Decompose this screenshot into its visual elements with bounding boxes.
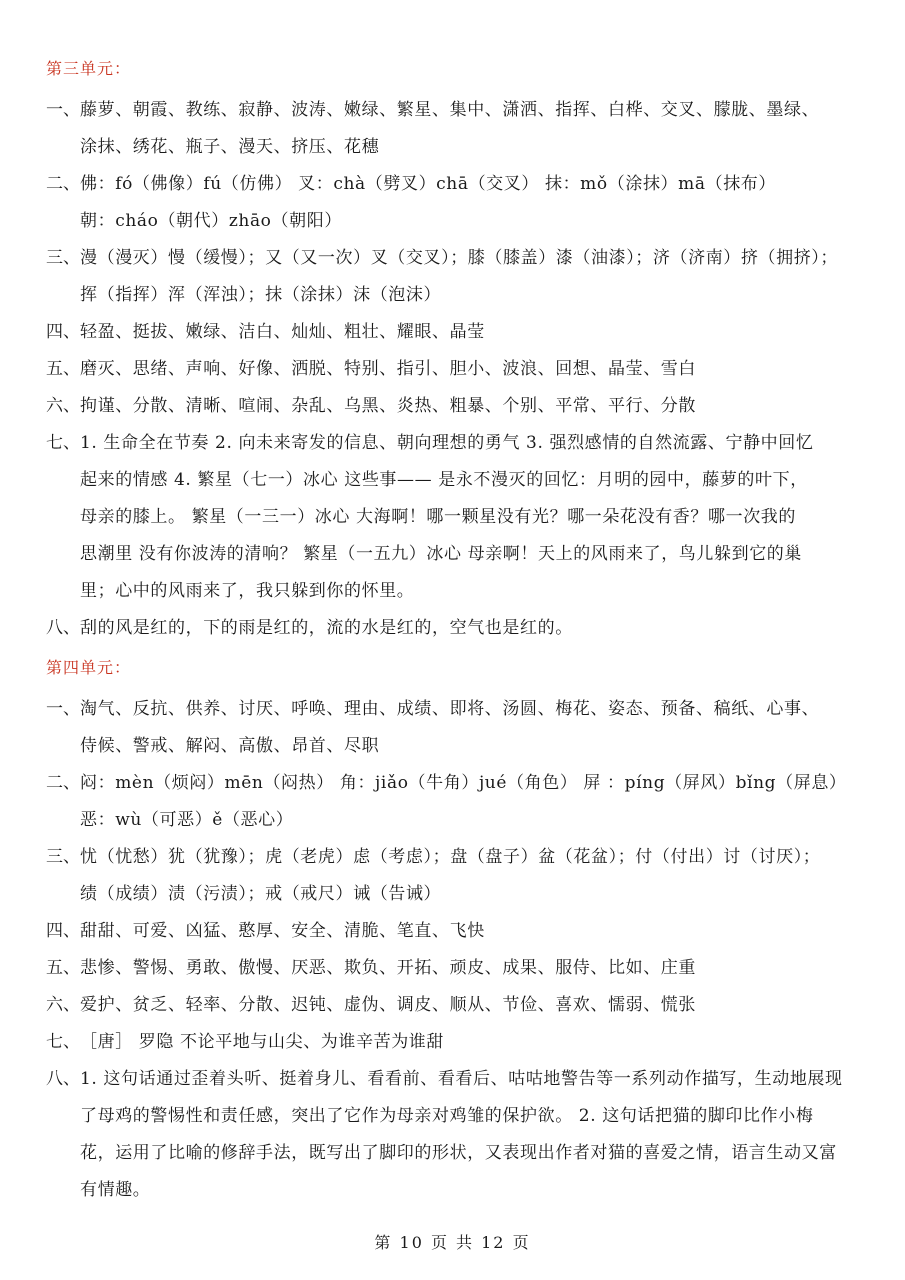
item-number: 七、 (46, 433, 80, 453)
item-text-line: 恶：wù（可恶）ě（恶心） (80, 810, 294, 830)
item-text-line: 淘气、反抗、供养、讨厌、呼唤、理由、成绩、即将、汤圆、梅花、姿态、预备、稿纸、心事、 (80, 699, 820, 719)
item-text-line: 磨灭、思绪、声响、好像、洒脱、特别、指引、胆小、波浪、回想、晶莹、雪白 (80, 359, 696, 379)
item-text-line: 起来的情感 4. 繁星（七一）冰心 这些事—— 是永不漫灭的回忆：月明的园中，藤萝的叶下， (80, 470, 808, 490)
item-content (80, 610, 865, 647)
item-content (80, 314, 865, 351)
item-number: 七、 (46, 1032, 80, 1052)
answer-item (46, 240, 865, 314)
item-text-line: 思潮里 没有你波涛的清响？ 繁星（一五九）冰心 母亲啊！天上的风雨来了，鸟儿躲到它的巢 (80, 544, 803, 564)
answer-item (46, 425, 865, 610)
item-number: 三、 (46, 847, 80, 867)
item-text-line: 1. 生命全在节奏 2. 向未来寄发的信息、朝向理想的勇气 3. 强烈感情的自然流露、宁静中回忆 (80, 433, 814, 453)
item-content (80, 1024, 865, 1061)
item-number: 五、 (46, 958, 80, 978)
answer-item (46, 1024, 865, 1061)
item-text-line: 悲惨、警惕、勇敢、傲慢、厌恶、欺负、开拓、顽皮、成果、服侍、比如、庄重 (80, 958, 696, 978)
answer-item (46, 913, 865, 950)
unit3-heading: 第三单元： (46, 59, 132, 78)
item-text-line: 爱护、贫乏、轻率、分散、迟钝、虚伪、调皮、顺从、节俭、喜欢、懦弱、慌张 (80, 995, 696, 1015)
item-text-line: 挥（指挥）浑（浑浊）；抹（涂抹）沫（泡沫） (80, 285, 442, 305)
answer-item (46, 610, 865, 647)
item-text-line: ［唐］ 罗隐 不论平地与山尖、为谁辛苦为谁甜 (80, 1032, 445, 1052)
item-text-line: 1. 这句话通过歪着头听、挺着身儿、看看前、看看后、咕咕地警告等一系列动作描写，生动地展现 (80, 1069, 843, 1089)
page-number-footer: 第 10 页 共 12 页 (374, 1233, 531, 1252)
item-text-line: 里；心中的风雨来了，我只躲到你的怀里。 (80, 581, 415, 601)
item-content (80, 351, 865, 388)
answer-item (46, 1061, 865, 1209)
item-text-line: 朝：cháo（朝代）zhāo（朝阳） (80, 211, 342, 231)
item-number: 四、 (46, 322, 80, 342)
unit4-heading: 第四单元： (46, 658, 132, 677)
item-text-line: 刮的风是红的，下的雨是红的，流的水是红的，空气也是红的。 (80, 618, 573, 638)
item-number: 八、 (46, 618, 80, 638)
item-content (80, 913, 865, 950)
item-content (80, 425, 865, 610)
item-content (80, 950, 865, 987)
item-text-line: 轻盈、挺拔、嫩绿、洁白、灿灿、粗壮、耀眼、晶莹 (80, 322, 485, 342)
answer-item (46, 314, 865, 351)
item-content (80, 92, 865, 166)
item-number: 六、 (46, 995, 80, 1015)
item-number: 二、 (46, 174, 80, 194)
answer-item (46, 351, 865, 388)
answer-item (46, 765, 865, 839)
answer-item (46, 166, 865, 240)
item-text-line: 了母鸡的警惕性和责任感，突出了它作为母亲对鸡雏的保护欲。 2. 这句话把猫的脚印比作小梅 (80, 1106, 814, 1126)
item-number: 二、 (46, 773, 80, 793)
item-text-line: 甜甜、可爱、凶猛、憨厚、安全、清脆、笔直、飞快 (80, 921, 485, 941)
item-text-line: 母亲的膝上。 繁星（一三一）冰心 大海啊！哪一颗星没有光？哪一朵花没有香？哪一次我的 (80, 507, 797, 527)
item-content (80, 765, 865, 839)
item-text-line: 拘谨、分散、清晰、喧闹、杂乱、乌黑、炎热、粗暴、个别、平常、平行、分散 (80, 396, 696, 416)
item-text-line: 涂抹、绣花、瓶子、漫天、挤压、花穗 (80, 137, 380, 157)
item-number: 五、 (46, 359, 80, 379)
item-content (80, 987, 865, 1024)
item-content (80, 691, 865, 765)
item-content (80, 240, 865, 314)
item-number: 一、 (46, 699, 80, 719)
answer-item (46, 839, 865, 913)
item-number: 一、 (46, 100, 80, 120)
item-text-line: 花，运用了比喻的修辞手法，既写出了脚印的形状，又表现出作者对猫的喜爱之情，语言生动又富 (80, 1143, 837, 1163)
item-text-line: 闷：mèn（烦闷）mēn（闷热） 角：jiǎo（牛角）jué（角色） 屏 ：píng（屏风）bǐng（屏息） (80, 773, 847, 793)
item-content (80, 388, 865, 425)
item-text-line: 侍候、警戒、解闷、高傲、昂首、尽职 (80, 736, 380, 756)
item-text-line: 漫（漫灭）慢（缓慢）；又（又一次）叉（交叉）；膝（膝盖）漆（油漆）；济（济南）挤（拥挤）； (80, 248, 838, 268)
unit4-answer-list (46, 691, 865, 1209)
item-content (80, 839, 865, 913)
item-text-line: 佛：fó（佛像）fú（仿佛） 叉：chà（劈叉）chā（交叉） 抹：mǒ（涂抹）mā（抹布） (80, 174, 776, 194)
item-content (80, 166, 865, 240)
item-text-line: 藤萝、朝霞、教练、寂静、波涛、嫩绿、繁星、集中、潇洒、指挥、白桦、交叉、朦胧、墨绿、 (80, 100, 820, 120)
item-number: 三、 (46, 248, 80, 268)
item-content (80, 1061, 865, 1209)
answer-item (46, 987, 865, 1024)
item-text-line: 绩（成绩）渍（污渍）；戒（戒尺）诫（告诫） (80, 884, 442, 904)
item-number: 四、 (46, 921, 80, 941)
item-number: 六、 (46, 396, 80, 416)
answer-item (46, 691, 865, 765)
answer-item (46, 950, 865, 987)
answer-item (46, 92, 865, 166)
answer-item (46, 388, 865, 425)
item-text-line: 忧（忧愁）犹（犹豫）；虎（老虎）虑（考虑）；盘（盘子）盆（花盆）；付（付出）讨（讨厌）； (80, 847, 821, 867)
item-text-line: 有情趣。 (80, 1180, 151, 1200)
item-number: 八、 (46, 1069, 80, 1089)
unit3-answer-list (46, 92, 865, 647)
